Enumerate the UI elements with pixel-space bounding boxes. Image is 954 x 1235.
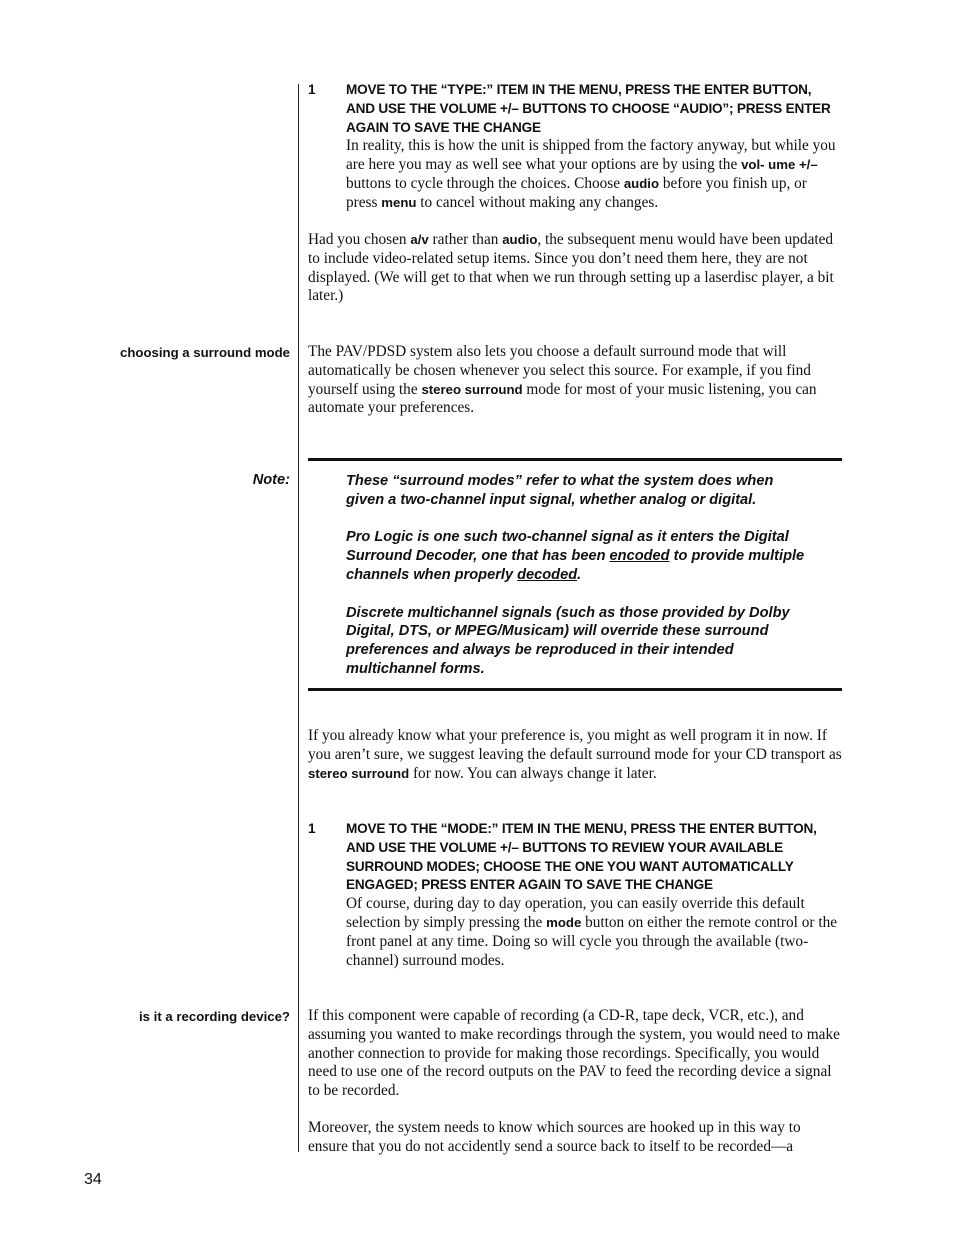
text-run: to provide multiple channels when properly [346, 548, 805, 583]
text-run: rather than [428, 231, 503, 248]
underlined-term: encoded [609, 548, 670, 565]
step-body [346, 137, 842, 212]
keyword: audio [623, 175, 660, 191]
note-paragraph [346, 528, 806, 584]
recording-paragraph: If this component were capable of recording (a CD-R, tape deck, VCR, etc.), and assuming you wanted to make recordings through the system, you would need to make another connection to provide for making those recordings. Specifically, you would need to use one of the record outputs on the PAV to feed the recording device a signal to be recorded. [308, 1007, 840, 1100]
note-paragraph: These “surround modes” refer to what the system does when given a two-channel input signal, whether analog or digital. [346, 473, 774, 508]
side-heading-recording: is it a recording device? [139, 1009, 290, 1024]
keyword: stereo surround [308, 765, 410, 781]
text-run: If you already know what your preference is, you might as well program it in now. If you aren’t sure, we suggest leaving the default surround mode for your CD transport as [308, 727, 842, 763]
underlined-term: decoded [517, 566, 578, 583]
note-text [346, 472, 806, 679]
note-label: Note: [252, 472, 290, 488]
step-number: 1 [308, 82, 316, 97]
text-run: , the subsequent menu would have been updated to include video-related setup items. Since you don’t need them here, they are not displayed. (We will get to that when we run through setting up a laserdisc player, a bit later.) [308, 231, 834, 305]
step-heading: MOVE TO THE “TYPE:” ITEM IN THE MENU, PRESS THE ENTER BUTTON, AND USE THE VOLUME +/– BUTTONS TO CHOOSE “AUDIO”; PRESS ENTER AGAIN TO SAVE THE CHANGE [346, 82, 831, 135]
text-run: button on either the remote control or the front panel at any time. Doing so will cycle you through the available (two-channel) surround modes. [346, 913, 838, 969]
side-heading-surround: choosing a surround mode [120, 345, 290, 360]
step-heading: MOVE TO THE “MODE:” ITEM IN THE MENU, PRESS THE ENTER BUTTON, AND USE THE VOLUME +/– BUTTONS TO REVIEW YOUR AVAILABLE SURROUND MODES; CHOOSE THE ONE YOU WANT AUTOMATICALLY ENGAGED; PRESS ENTER AGAIN TO SAVE THE CHANGE [346, 821, 817, 893]
text-run: for now. You can always change it later. [409, 764, 657, 782]
text-run: Had you chosen [308, 231, 411, 248]
page-number: 34 [84, 1171, 102, 1188]
keyword: stereo surround [421, 381, 523, 397]
preference-paragraph [308, 727, 842, 783]
step-1 [308, 81, 842, 213]
text-run: to cancel without making any changes. [416, 193, 659, 211]
text-run: . [577, 566, 582, 583]
margin-rule [298, 84, 299, 1152]
keyword: mode [546, 914, 582, 930]
keyword: audio [502, 232, 538, 247]
text-run: before you finish up, or press [346, 174, 807, 211]
text-run: Of course, during day to day operation, you can easily override this default selection by simply pressing the [346, 895, 805, 931]
step-body [346, 895, 842, 970]
text-run: The PAV/PDSD system also lets you choose a default surround mode that will automatically be chosen whenever you select this source. For example, if you find yourself using the [308, 343, 811, 398]
text-run: In reality, this is how the unit is shipped from the factory anyway, but while you are here you may as well see what your options are by using the [346, 137, 836, 174]
keyword: menu [381, 194, 417, 210]
text-run: Pro Logic is one such two-channel signal as it enters the Digital Surround Decoder, one that has been [346, 529, 789, 565]
step-2 [308, 820, 842, 970]
note-paragraph: Discrete multichannel signals (such as those provided by Dolby Digital, DTS, or MPEG/Musicam) will override these surround preferences and always be reproduced in their intended multichannel forms. [346, 604, 790, 677]
keyword: vol- ume +/– [741, 157, 818, 173]
text-run: buttons to cycle through the choices. Choose [346, 174, 624, 192]
recording-paragraph-2: Moreover, the system needs to know which sources are hooked up in this way to ensure that you do not accidently send a source back to itself to be recorded—a [308, 1119, 801, 1155]
step-number: 1 [308, 821, 316, 836]
av-paragraph [308, 231, 842, 306]
surround-paragraph [308, 343, 842, 418]
text-run: mode for most of your music listening, you can automate your preferences. [308, 380, 817, 417]
note-box [308, 458, 842, 691]
keyword: a/v [410, 232, 429, 247]
